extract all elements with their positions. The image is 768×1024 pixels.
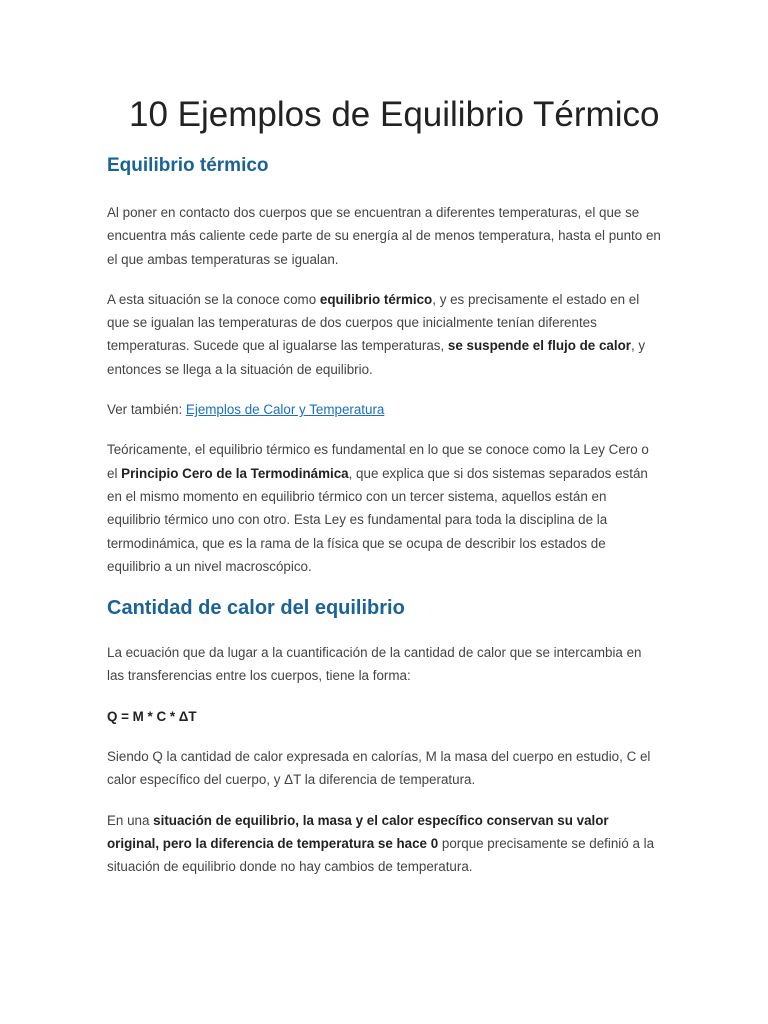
- see-also-line: [107, 398, 662, 421]
- paragraph-ley-cero: [107, 438, 662, 578]
- document-page: [107, 93, 662, 879]
- formula: Q = M * C * ΔT: [107, 708, 197, 724]
- text-run: En una: [107, 812, 154, 828]
- text-run: Teóricamente, el equilibrio térmico es fundamental en lo que se conoce como la Ley Cero o el: [107, 442, 649, 481]
- text-run: , y es precisamente el estado en el que se igualan las temperaturas de dos cuerpos que inicialmente tenían diferentes temperaturas. Sucede que al igualarse las temperaturas,: [107, 291, 640, 354]
- document-title: 10 Ejemplos de Equilibrio Térmico: [129, 95, 660, 134]
- text-run: , que explica que si dos sistemas separados están en el mismo momento en equilibrio térmico con un tercer sistema, aquellos están en equilibrio térmico uno con otro. Esta Ley es fundamental para toda la disciplina de la termodinámica, que es la rama de la física que se ocupa de describir los estados de equilibrio a un nivel macroscópico.: [107, 465, 648, 574]
- paragraph-ecuacion: La ecuación que da lugar a la cuantificación de la cantidad de calor que se intercambia en las transferencias entre los cuerpos, tiene la forma:: [107, 645, 642, 684]
- bold-term: Principio Cero de la Termodinámica: [121, 465, 349, 481]
- text-run: , y entonces se llega a la situación de equilibrio.: [107, 338, 646, 377]
- paragraph-definition: [107, 288, 662, 381]
- bold-term: equilibrio térmico: [319, 291, 433, 307]
- see-also-prefix: Ver también:: [107, 402, 186, 418]
- bold-term: se suspende el flujo de calor: [447, 338, 631, 354]
- paragraph-variables: Siendo Q la cantidad de calor expresada en calorías, M la masa del cuerpo en estudio, C el calor específico del cuerpo, y ΔT la diferencia de temperatura.: [107, 749, 651, 788]
- text-run: A esta situación se la conoce como: [107, 291, 320, 307]
- section-heading-cantidad-calor: Cantidad de calor del equilibrio: [107, 597, 405, 620]
- paragraph-equilibrio-final: [107, 809, 662, 879]
- text-run: porque precisamente se definió a la situación de equilibrio donde no hay cambios de temperatura.: [107, 835, 655, 875]
- paragraph-intro: Al poner en contacto dos cuerpos que se encuentran a diferentes temperaturas, el que se encuentra más caliente cede parte de su energía al de menos temperatura, hasta el punto en el que ambas temperaturas se igualan.: [107, 205, 661, 267]
- see-also-link[interactable]: Ejemplos de Calor y Temperatura: [185, 402, 385, 418]
- bold-term: situación de equilibrio, la masa y el calor específico conservan su valor original, pero la diferencia de temperatura se hace 0: [107, 812, 609, 851]
- section-heading-equilibrio: Equilibrio térmico: [107, 155, 269, 176]
